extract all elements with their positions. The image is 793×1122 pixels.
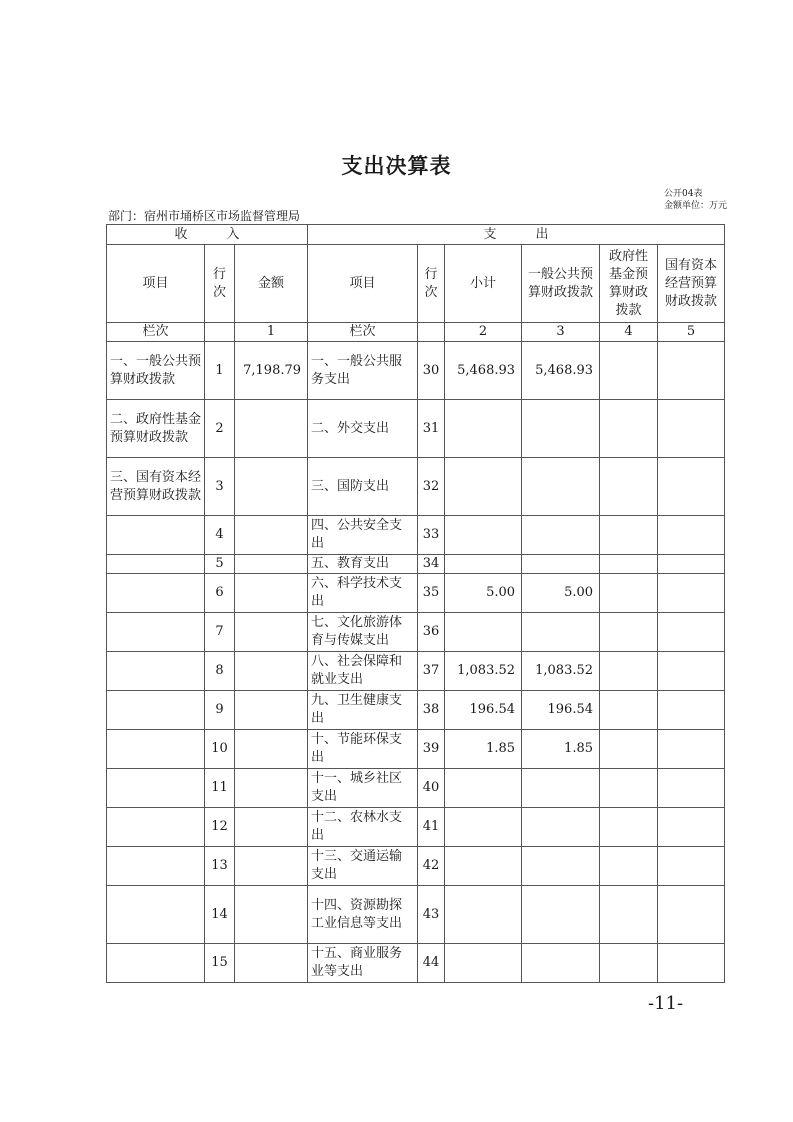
income-item-cell: 三、国有资本经营预算财政拨款 xyxy=(107,458,205,516)
expense-line-cell: 39 xyxy=(418,730,445,769)
table-row xyxy=(107,730,725,769)
table-row xyxy=(107,808,725,847)
soe-budget-amount-cell xyxy=(658,730,725,769)
expense-line-cell: 41 xyxy=(418,808,445,847)
expense-item-cell: 八、社会保障和就业支出 xyxy=(308,652,418,691)
expense-line-header: 行次 xyxy=(418,245,445,323)
expense-item-cell: 六、科学技术支出 xyxy=(308,574,418,613)
subtotal-amount-cell xyxy=(445,458,522,516)
expense-item-cell: 一、一般公共服务支出 xyxy=(308,342,418,400)
expense-line-cell: 43 xyxy=(418,886,445,944)
table-row xyxy=(107,652,725,691)
income-line-cell: 13 xyxy=(205,847,235,886)
expense-line-cell: 44 xyxy=(418,944,445,983)
soe-budget-amount-cell xyxy=(658,613,725,652)
table-row xyxy=(107,769,725,808)
expense-item-cell: 十二、农林水支出 xyxy=(308,808,418,847)
fund-budget-amount-cell xyxy=(600,458,658,516)
expense-item-cell: 七、文化旅游体育与传媒支出 xyxy=(308,613,418,652)
general-budget-amount-cell xyxy=(522,516,600,555)
soe-budget-amount-cell xyxy=(658,808,725,847)
table-row xyxy=(107,400,725,458)
general-budget-amount-cell: 1.85 xyxy=(522,730,600,769)
expense-item-cell: 二、外交支出 xyxy=(308,400,418,458)
fund-budget-amount-cell xyxy=(600,808,658,847)
table-row xyxy=(107,574,725,613)
fund-budget-amount-cell xyxy=(600,613,658,652)
page-title: 支出决算表 xyxy=(341,154,452,178)
col-index-2: 2 xyxy=(445,323,522,342)
fund-budget-amount-cell xyxy=(600,847,658,886)
soe-budget-amount-cell xyxy=(658,847,725,886)
fund-budget-amount-cell xyxy=(600,944,658,983)
col-index-3: 3 xyxy=(522,323,600,342)
general-budget-amount-cell xyxy=(522,400,600,458)
income-line-cell: 2 xyxy=(205,400,235,458)
income-line-cell: 3 xyxy=(205,458,235,516)
subtotal-amount-cell xyxy=(445,400,522,458)
income-line-cell: 14 xyxy=(205,886,235,944)
general-budget-amount-cell xyxy=(522,458,600,516)
col-index-4: 4 xyxy=(600,323,658,342)
general-budget-amount-cell xyxy=(522,769,600,808)
income-amount-cell xyxy=(235,458,308,516)
subtotal-amount-cell xyxy=(445,944,522,983)
table-row xyxy=(107,555,725,574)
income-amount-cell xyxy=(235,613,308,652)
expense-item-cell: 四、公共安全支出 xyxy=(308,516,418,555)
expense-line-cell: 31 xyxy=(418,400,445,458)
table-row xyxy=(107,691,725,730)
income-line-cell: 9 xyxy=(205,691,235,730)
fund-budget-amount-cell xyxy=(600,691,658,730)
form-meta xyxy=(664,188,736,212)
soe-budget-amount-cell xyxy=(658,458,725,516)
general-budget-amount-cell: 196.54 xyxy=(522,691,600,730)
income-amount-cell xyxy=(235,730,308,769)
subtotal-amount-cell: 1,083.52 xyxy=(445,652,522,691)
income-amount-cell xyxy=(235,574,308,613)
general-budget-amount-cell xyxy=(522,847,600,886)
income-line-cell: 4 xyxy=(205,516,235,555)
subtotal-amount-cell xyxy=(445,516,522,555)
department-label: 部门：宿州市埇桥区市场监督管理局 xyxy=(108,209,301,223)
income-item-cell xyxy=(107,769,205,808)
general-budget-amount-cell: 1,083.52 xyxy=(522,652,600,691)
income-item-cell xyxy=(107,808,205,847)
subtotal-amount-cell xyxy=(445,555,522,574)
subtotal-amount-cell: 5.00 xyxy=(445,574,522,613)
subtotal-amount-cell xyxy=(445,847,522,886)
expense-item-cell: 十、节能环保支出 xyxy=(308,730,418,769)
fund-budget-amount-cell xyxy=(600,342,658,400)
subtotal-header: 小计 xyxy=(445,245,522,323)
fund-budget-header: 政府性基金预算财政拨款 xyxy=(600,245,658,323)
col-index-label: 栏次 xyxy=(107,323,205,342)
income-item-cell xyxy=(107,613,205,652)
expense-line-cell: 35 xyxy=(418,574,445,613)
expense-item-header: 项目 xyxy=(308,245,418,323)
table-row xyxy=(107,458,725,516)
income-item-cell: 一、一般公共预算财政拨款 xyxy=(107,342,205,400)
page-number: -11- xyxy=(648,993,684,1014)
income-amount-cell xyxy=(235,400,308,458)
unit-label: 金额单位：万元 xyxy=(664,201,728,211)
fund-budget-amount-cell xyxy=(600,886,658,944)
subtotal-amount-cell xyxy=(445,769,522,808)
subtotal-amount-cell: 1.85 xyxy=(445,730,522,769)
income-item-cell xyxy=(107,555,205,574)
expense-line-cell: 34 xyxy=(418,555,445,574)
col-index-1: 1 xyxy=(235,323,308,342)
income-item-cell xyxy=(107,886,205,944)
soe-budget-amount-cell xyxy=(658,516,725,555)
income-line-cell: 7 xyxy=(205,613,235,652)
general-budget-amount-cell xyxy=(522,808,600,847)
expense-line-cell: 33 xyxy=(418,516,445,555)
income-amount-cell xyxy=(235,944,308,983)
income-line-cell: 10 xyxy=(205,730,235,769)
fund-budget-amount-cell xyxy=(600,516,658,555)
table-row xyxy=(107,516,725,555)
general-budget-amount-cell: 5.00 xyxy=(522,574,600,613)
expense-line-cell: 36 xyxy=(418,613,445,652)
soe-budget-amount-cell xyxy=(658,944,725,983)
expense-item-cell: 十四、资源勘探工业信息等支出 xyxy=(308,886,418,944)
income-amount-cell xyxy=(235,555,308,574)
soe-budget-amount-cell xyxy=(658,652,725,691)
soe-budget-amount-cell xyxy=(658,574,725,613)
income-line-cell: 11 xyxy=(205,769,235,808)
income-amount-cell xyxy=(235,847,308,886)
col-index-label: 栏次 xyxy=(308,323,418,342)
income-amount-header: 金额 xyxy=(235,245,308,323)
income-amount-cell xyxy=(235,516,308,555)
general-budget-amount-cell: 5,468.93 xyxy=(522,342,600,400)
income-line-cell: 1 xyxy=(205,342,235,400)
general-budget-amount-cell xyxy=(522,944,600,983)
expense-line-cell: 42 xyxy=(418,847,445,886)
soe-budget-header: 国有资本经营预算财政拨款 xyxy=(658,245,725,323)
table-row xyxy=(107,847,725,886)
income-line-cell: 5 xyxy=(205,555,235,574)
expense-line-cell: 37 xyxy=(418,652,445,691)
general-budget-amount-cell xyxy=(522,555,600,574)
income-item-cell xyxy=(107,691,205,730)
expense-line-cell: 40 xyxy=(418,769,445,808)
subtotal-amount-cell xyxy=(445,613,522,652)
table-row xyxy=(107,944,725,983)
income-item-cell: 二、政府性基金预算财政拨款 xyxy=(107,400,205,458)
income-item-cell xyxy=(107,847,205,886)
soe-budget-amount-cell xyxy=(658,769,725,808)
income-item-cell xyxy=(107,652,205,691)
col-index-5: 5 xyxy=(658,323,725,342)
subtotal-amount-cell: 5,468.93 xyxy=(445,342,522,400)
income-amount-cell xyxy=(235,808,308,847)
fund-budget-amount-cell xyxy=(600,769,658,808)
income-line-cell: 6 xyxy=(205,574,235,613)
general-budget-header: 一般公共预算财政拨款 xyxy=(522,245,600,323)
form-code: 公开04表 xyxy=(664,189,703,199)
income-item-cell xyxy=(107,730,205,769)
fund-budget-amount-cell xyxy=(600,652,658,691)
soe-budget-amount-cell xyxy=(658,400,725,458)
expense-header: 支 出 xyxy=(308,225,725,245)
fund-budget-amount-cell xyxy=(600,555,658,574)
fund-budget-amount-cell xyxy=(600,730,658,769)
income-line-cell: 8 xyxy=(205,652,235,691)
income-item-header: 项目 xyxy=(107,245,205,323)
expense-item-cell: 三、国防支出 xyxy=(308,458,418,516)
income-item-cell xyxy=(107,516,205,555)
income-amount-cell xyxy=(235,769,308,808)
subtotal-amount-cell xyxy=(445,886,522,944)
fund-budget-amount-cell xyxy=(600,400,658,458)
fund-budget-amount-cell xyxy=(600,574,658,613)
expense-item-cell: 十五、商业服务业等支出 xyxy=(308,944,418,983)
expense-item-cell: 十三、交通运输支出 xyxy=(308,847,418,886)
expense-settlement-table xyxy=(106,224,725,983)
income-amount-cell xyxy=(235,691,308,730)
soe-budget-amount-cell xyxy=(658,691,725,730)
expense-line-cell: 38 xyxy=(418,691,445,730)
income-item-cell xyxy=(107,944,205,983)
subtotal-amount-cell xyxy=(445,808,522,847)
soe-budget-amount-cell xyxy=(658,342,725,400)
expense-line-cell: 32 xyxy=(418,458,445,516)
income-line-cell: 15 xyxy=(205,944,235,983)
income-header: 收 入 xyxy=(107,225,308,245)
soe-budget-amount-cell xyxy=(658,555,725,574)
soe-budget-amount-cell xyxy=(658,886,725,944)
table-row xyxy=(107,342,725,400)
expense-line-cell: 30 xyxy=(418,342,445,400)
table-row xyxy=(107,886,725,944)
expense-item-cell: 十一、城乡社区支出 xyxy=(308,769,418,808)
table-row xyxy=(107,613,725,652)
income-item-cell xyxy=(107,574,205,613)
income-line-header: 行次 xyxy=(205,245,235,323)
general-budget-amount-cell xyxy=(522,886,600,944)
income-amount-cell xyxy=(235,652,308,691)
income-amount-cell xyxy=(235,886,308,944)
expense-item-cell: 九、卫生健康支出 xyxy=(308,691,418,730)
income-line-cell: 12 xyxy=(205,808,235,847)
subtotal-amount-cell: 196.54 xyxy=(445,691,522,730)
income-amount-cell: 7,198.79 xyxy=(235,342,308,400)
general-budget-amount-cell xyxy=(522,613,600,652)
expense-item-cell: 五、教育支出 xyxy=(308,555,418,574)
